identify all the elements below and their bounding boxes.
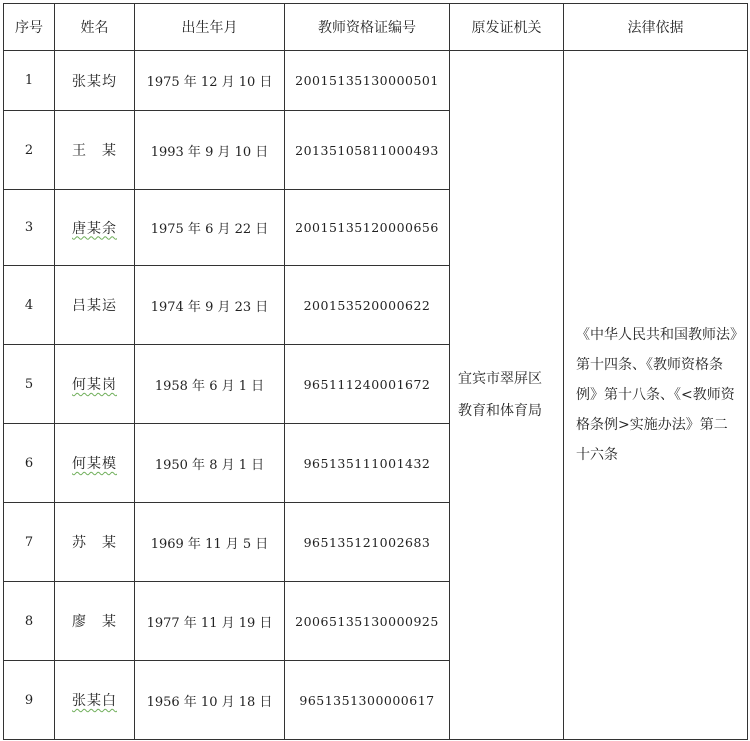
- row-cert: 20135105811000493: [285, 111, 450, 190]
- table-row: [4, 51, 748, 111]
- row-cert: 965135111001432: [285, 424, 450, 503]
- row-cert: 20065135130000925: [285, 582, 450, 661]
- row-index: 1: [4, 51, 55, 111]
- row-name: 廖 某: [55, 582, 135, 661]
- row-index: 9: [4, 661, 55, 740]
- row-birth: 1975 年 12 月 10 日: [135, 51, 285, 111]
- row-birth: 1956 年 10 月 18 日: [135, 661, 285, 740]
- row-index: 8: [4, 582, 55, 661]
- row-name: 苏 某: [55, 503, 135, 582]
- row-birth: 1975 年 6 月 22 日: [135, 190, 285, 266]
- row-cert: 9651351300000617: [285, 661, 450, 740]
- row-birth: 1969 年 11 月 5 日: [135, 503, 285, 582]
- row-cert: 20015135120000656: [285, 190, 450, 266]
- teacher-certificate-table: [3, 3, 748, 740]
- row-birth: 1958 年 6 月 1 日: [135, 345, 285, 424]
- header-legal-basis: 法律依据: [564, 4, 748, 51]
- header-row: [4, 4, 748, 51]
- row-index: 5: [4, 345, 55, 424]
- row-index: 6: [4, 424, 55, 503]
- row-name-text: 何某模: [72, 456, 117, 472]
- header-cert-number: 教师资格证编号: [285, 4, 450, 51]
- row-index: 2: [4, 111, 55, 190]
- row-name-text: 唐某余: [72, 220, 117, 237]
- row-name: 张某均: [55, 51, 135, 111]
- header-birth: 出生年月: [135, 4, 285, 51]
- row-birth: 1977 年 11 月 19 日: [135, 582, 285, 661]
- row-birth: 1974 年 9 月 23 日: [135, 266, 285, 345]
- row-index: 3: [4, 190, 55, 266]
- row-index: 7: [4, 503, 55, 582]
- row-name: [55, 345, 135, 424]
- row-name: [55, 661, 135, 740]
- row-cert: 965135121002683: [285, 503, 450, 582]
- row-name: 王 某: [55, 111, 135, 190]
- row-name: [55, 190, 135, 266]
- row-cert: 965111240001672: [285, 345, 450, 424]
- legal-basis-cell: 《中华人民共和国教师法》第十四条、《教师资格条例》第十八条、《<教师资格条例>实施办法》第二十六条: [564, 51, 748, 740]
- header-name: 姓名: [55, 4, 135, 51]
- row-name: [55, 424, 135, 503]
- issuing-authority-cell: 宜宾市翠屏区教育和体育局: [450, 51, 564, 740]
- header-index: 序号: [4, 4, 55, 51]
- row-birth: 1950 年 8 月 1 日: [135, 424, 285, 503]
- document-frame: [3, 3, 747, 739]
- row-name-text: 张某白: [72, 693, 117, 709]
- row-index: 4: [4, 266, 55, 345]
- row-cert: 200153520000622: [285, 266, 450, 345]
- row-name-text: 何某岗: [72, 377, 117, 393]
- row-cert: 20015135130000501: [285, 51, 450, 111]
- header-issuing-authority: 原发证机关: [450, 4, 564, 51]
- row-name: 吕某运: [55, 266, 135, 345]
- row-birth: 1993 年 9 月 10 日: [135, 111, 285, 190]
